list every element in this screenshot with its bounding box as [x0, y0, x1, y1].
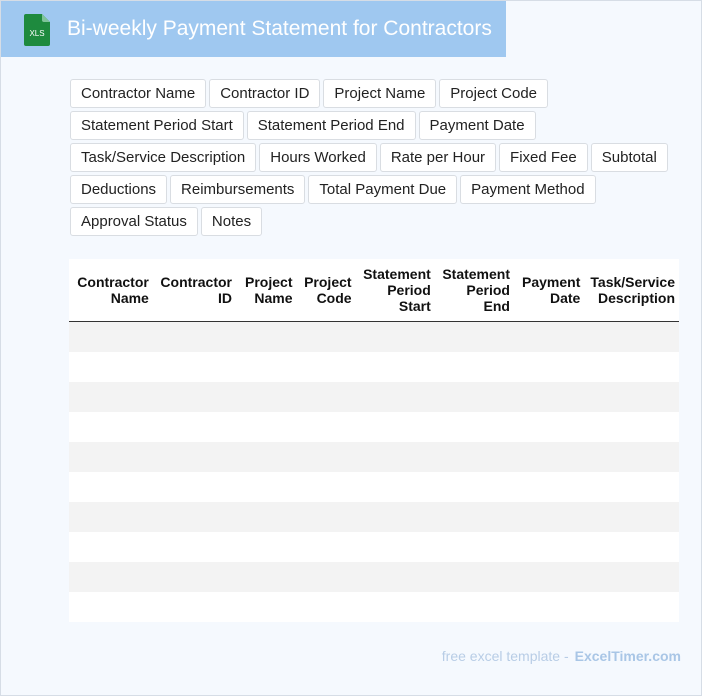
- table-cell[interactable]: [153, 442, 236, 472]
- table-cell[interactable]: [584, 562, 679, 592]
- table-cell[interactable]: [356, 592, 435, 622]
- statement-table-container: [69, 259, 679, 622]
- table-cell[interactable]: [514, 532, 584, 562]
- field-chip[interactable]: Hours Worked: [259, 143, 377, 172]
- table-cell[interactable]: [584, 321, 679, 352]
- table-cell[interactable]: [236, 562, 297, 592]
- column-header: Payment Date: [514, 259, 584, 321]
- table-cell[interactable]: [69, 412, 153, 442]
- table-cell[interactable]: [153, 382, 236, 412]
- field-chip[interactable]: Total Payment Due: [308, 175, 457, 204]
- table-cell[interactable]: [584, 352, 679, 382]
- table-row: [69, 532, 679, 562]
- table-row: [69, 321, 679, 352]
- field-chip[interactable]: Fixed Fee: [499, 143, 588, 172]
- table-cell[interactable]: [514, 321, 584, 352]
- table-cell[interactable]: [296, 321, 355, 352]
- table-cell[interactable]: [153, 321, 236, 352]
- table-cell[interactable]: [69, 442, 153, 472]
- table-cell[interactable]: [296, 382, 355, 412]
- table-cell[interactable]: [514, 472, 584, 502]
- table-cell[interactable]: [514, 382, 584, 412]
- field-chip[interactable]: Project Code: [439, 79, 548, 108]
- table-row: [69, 412, 679, 442]
- field-chip[interactable]: Payment Method: [460, 175, 595, 204]
- field-chip[interactable]: Rate per Hour: [380, 143, 496, 172]
- table-cell[interactable]: [514, 592, 584, 622]
- column-header: Project Name: [236, 259, 297, 321]
- table-cell[interactable]: [296, 502, 355, 532]
- excel-file-icon: [24, 14, 50, 46]
- table-cell[interactable]: [69, 321, 153, 352]
- table-cell[interactable]: [435, 532, 514, 562]
- table-cell[interactable]: [69, 502, 153, 532]
- statement-table: [69, 259, 679, 622]
- table-cell[interactable]: [153, 532, 236, 562]
- table-cell[interactable]: [584, 442, 679, 472]
- column-header: Task/Service Description: [584, 259, 679, 321]
- table-cell[interactable]: [236, 321, 297, 352]
- table-cell[interactable]: [584, 412, 679, 442]
- table-row: [69, 502, 679, 532]
- table-cell[interactable]: [236, 592, 297, 622]
- table-cell[interactable]: [69, 382, 153, 412]
- table-cell[interactable]: [153, 502, 236, 532]
- table-cell[interactable]: [356, 532, 435, 562]
- table-cell[interactable]: [153, 592, 236, 622]
- field-chip-list: [70, 79, 690, 236]
- page-title: Bi-weekly Payment Statement for Contractors: [67, 17, 492, 40]
- table-cell[interactable]: [435, 382, 514, 412]
- table-cell[interactable]: [356, 502, 435, 532]
- table-cell[interactable]: [584, 382, 679, 412]
- table-cell[interactable]: [69, 352, 153, 382]
- table-cell[interactable]: [356, 562, 435, 592]
- table-cell[interactable]: [435, 502, 514, 532]
- field-chip[interactable]: Task/Service Description: [70, 143, 256, 172]
- table-cell[interactable]: [296, 472, 355, 502]
- table-cell[interactable]: [356, 352, 435, 382]
- table-cell[interactable]: [435, 412, 514, 442]
- table-cell[interactable]: [356, 472, 435, 502]
- table-cell[interactable]: [356, 442, 435, 472]
- table-cell[interactable]: [296, 352, 355, 382]
- table-cell[interactable]: [153, 412, 236, 442]
- footer-brand-link[interactable]: ExcelTimer.com: [574, 648, 681, 664]
- column-header: Statement Period Start: [356, 259, 435, 321]
- column-header: Project Code: [296, 259, 355, 321]
- table-cell[interactable]: [153, 562, 236, 592]
- table-cell[interactable]: [356, 412, 435, 442]
- table-cell[interactable]: [584, 502, 679, 532]
- table-cell[interactable]: [435, 352, 514, 382]
- table-cell[interactable]: [69, 592, 153, 622]
- footer-prefix: free excel template -: [441, 648, 569, 664]
- table-row: [69, 382, 679, 412]
- table-cell[interactable]: [69, 562, 153, 592]
- table-row: [69, 562, 679, 592]
- table-row: [69, 472, 679, 502]
- table-cell[interactable]: [514, 562, 584, 592]
- field-chip[interactable]: Subtotal: [591, 143, 668, 172]
- table-cell[interactable]: [236, 532, 297, 562]
- table-cell[interactable]: [435, 472, 514, 502]
- logo-label: XLS: [29, 29, 45, 38]
- column-header: Contractor ID: [153, 259, 236, 321]
- table-cell[interactable]: [69, 472, 153, 502]
- table-cell[interactable]: [296, 442, 355, 472]
- table-row: [69, 442, 679, 472]
- field-chip[interactable]: Project Name: [323, 79, 436, 108]
- table-cell[interactable]: [236, 442, 297, 472]
- table-cell[interactable]: [296, 412, 355, 442]
- table-cell[interactable]: [584, 532, 679, 562]
- table-cell[interactable]: [584, 592, 679, 622]
- table-cell[interactable]: [236, 502, 297, 532]
- table-cell[interactable]: [236, 352, 297, 382]
- field-chip[interactable]: Deductions: [70, 175, 167, 204]
- table-cell[interactable]: [514, 502, 584, 532]
- table-row: [69, 592, 679, 622]
- table-cell[interactable]: [356, 382, 435, 412]
- table-cell[interactable]: [69, 532, 153, 562]
- table-cell[interactable]: [296, 592, 355, 622]
- footer-credit: [442, 647, 681, 665]
- header-banner: [1, 1, 506, 57]
- table-cell[interactable]: [236, 412, 297, 442]
- table-cell[interactable]: [296, 532, 355, 562]
- field-chip[interactable]: Reimbursements: [170, 175, 305, 204]
- table-cell[interactable]: [153, 352, 236, 382]
- column-header: Statement Period End: [435, 259, 514, 321]
- field-chip[interactable]: Payment Date: [419, 111, 536, 140]
- table-header-row: [69, 259, 679, 321]
- table-cell[interactable]: [236, 382, 297, 412]
- field-chip[interactable]: Statement Period Start: [70, 111, 244, 140]
- table-cell[interactable]: [435, 592, 514, 622]
- field-chip[interactable]: Notes: [201, 207, 262, 236]
- field-chip[interactable]: Approval Status: [70, 207, 198, 236]
- table-cell[interactable]: [514, 352, 584, 382]
- field-chip[interactable]: Statement Period End: [247, 111, 416, 140]
- table-cell[interactable]: [584, 472, 679, 502]
- table-cell[interactable]: [435, 321, 514, 352]
- table-cell[interactable]: [514, 442, 584, 472]
- table-cell[interactable]: [153, 472, 236, 502]
- table-cell[interactable]: [435, 562, 514, 592]
- table-cell[interactable]: [435, 442, 514, 472]
- table-cell[interactable]: [356, 321, 435, 352]
- column-header: Contractor Name: [69, 259, 153, 321]
- field-chip[interactable]: Contractor ID: [209, 79, 320, 108]
- table-row: [69, 352, 679, 382]
- field-chip[interactable]: Contractor Name: [70, 79, 206, 108]
- table-cell[interactable]: [296, 562, 355, 592]
- table-cell[interactable]: [236, 472, 297, 502]
- table-cell[interactable]: [514, 412, 584, 442]
